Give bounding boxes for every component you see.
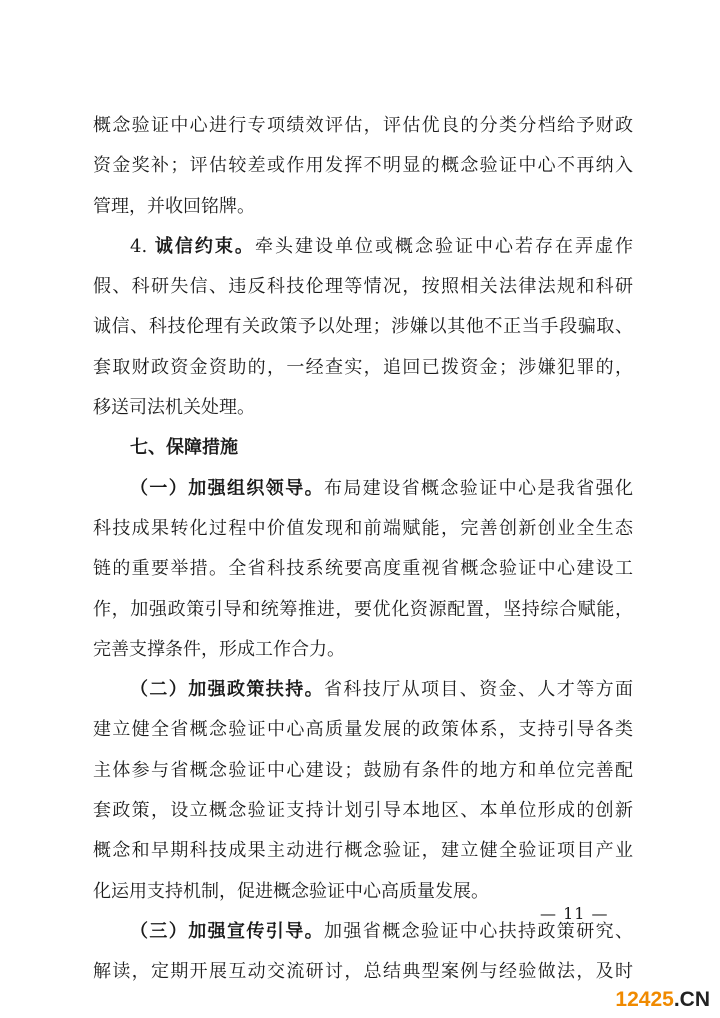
watermark-suffix: .CN [673, 988, 710, 1011]
page-number: — 11 — [540, 904, 609, 923]
text-line: 资金奖补；评估较差或作用发挥不明显的概念验证中心不再纳入 [93, 155, 633, 177]
text-line: 链的重要举措。全省科技系统要高度重视省概念验证中心建设工 [93, 558, 633, 580]
site-watermark [615, 988, 710, 1012]
text-line: 套取财政资金资助的，一经查实，追回已拨资金；涉嫌犯罪的， [93, 356, 633, 378]
subsection-2-text: 省科技厅从项目、资金、人才等方面 [324, 679, 633, 701]
text-line: 套政策，设立概念验证支持计划引导本地区、本单位形成的创新 [93, 800, 633, 822]
text-line: 假、科研失信、违反科技伦理等情况，按照相关法律法规和科研 [93, 276, 633, 298]
subsection-2-lead: （二）加强政策扶持。 [130, 679, 324, 701]
text-line: 作，加强政策引导和统筹推进，要优化资源配置，坚持综合赋能， [93, 598, 633, 620]
text-line: 管理，并收回铭牌。 [93, 195, 255, 217]
subsection-3-lead: （三）加强宣传引导。 [130, 920, 324, 942]
item-4-number: 4. [130, 235, 148, 257]
text-line: 移送司法机关处理。 [93, 397, 255, 419]
subsection-2-line [93, 670, 633, 710]
text-line: 概念和早期科技成果主动进行概念验证，建立健全验证项目产业 [93, 840, 633, 862]
text-line: 化运用支持机制，促进概念验证中心高质量发展。 [93, 880, 489, 902]
subsection-1-text: 布局建设省概念验证中心是我省强化 [324, 477, 633, 499]
subsection-1-line [93, 469, 633, 509]
text-line: 解读，定期开展互动交流研讨，总结典型案例与经验做法，及时 [93, 961, 633, 983]
text-line: 完善支撑条件，形成工作合力。 [93, 638, 345, 660]
section-heading: 七、保障措施 [130, 437, 238, 459]
subsection-3-text: 加强省概念验证中心扶持政策研究、 [324, 920, 633, 942]
text-line: 主体参与省概念验证中心建设；鼓励有条件的地方和单位完善配 [93, 759, 633, 781]
watermark-number: 12425 [615, 988, 674, 1011]
text-line: 科技成果转化过程中价值发现和前端赋能，完善创新创业全生态 [93, 517, 633, 539]
item-4-text: 牵头建设单位或概念验证中心若存在弄虚作 [254, 235, 633, 257]
item-4-lead: 诚信约束。 [154, 235, 255, 257]
document-body [93, 106, 633, 993]
text-line: 建立健全省概念验证中心高质量发展的政策体系，支持引导各类 [93, 719, 633, 741]
item-4-line [93, 227, 633, 267]
text-line: 诚信、科技伦理有关政策予以处理；涉嫌以其他不正当手段骗取、 [93, 316, 633, 338]
text-line: 概念验证中心进行专项绩效评估，评估优良的分类分档给予财政 [93, 115, 633, 136]
subsection-1-lead: （一）加强组织领导。 [130, 477, 324, 499]
